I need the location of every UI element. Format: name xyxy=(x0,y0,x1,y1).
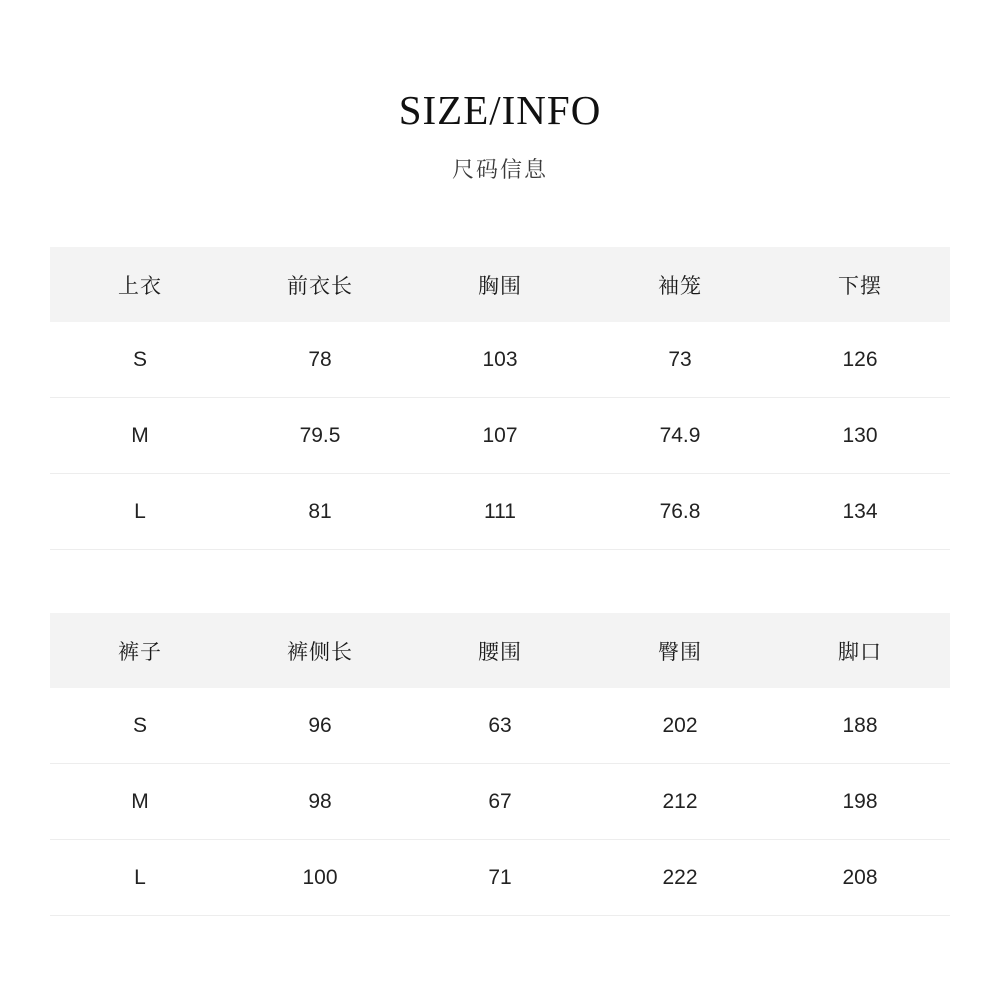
table-cell: 126 xyxy=(842,347,878,371)
table-cell: 107 xyxy=(482,423,518,447)
table-cell: S xyxy=(132,713,147,737)
page-header xyxy=(0,0,1000,184)
table-cell: 188 xyxy=(842,713,878,737)
pants-size-table-body xyxy=(50,688,950,916)
column-header: 前衣长 xyxy=(287,274,353,298)
table-cell: 76.8 xyxy=(659,499,701,523)
table-cell: 71 xyxy=(488,865,512,889)
table-cell: 73 xyxy=(668,347,692,371)
top-size-table-body xyxy=(50,322,950,550)
column-header: 上衣 xyxy=(118,274,162,298)
table-cell: L xyxy=(134,499,146,523)
pants-size-table xyxy=(50,613,950,916)
column-header: 腰围 xyxy=(478,640,522,664)
pants-size-table-head xyxy=(50,613,950,688)
table-cell: 81 xyxy=(308,499,332,523)
table-cell: 98 xyxy=(308,789,332,813)
table-cell: 212 xyxy=(662,789,698,813)
table-row xyxy=(50,840,950,916)
column-header: 臀围 xyxy=(658,640,702,664)
table-cell: 100 xyxy=(302,865,338,889)
table-cell: 103 xyxy=(482,347,518,371)
page-title-cn: 尺码信息 xyxy=(451,157,548,183)
table-cell: S xyxy=(132,347,147,371)
table-row xyxy=(50,322,950,398)
top-size-table-wrap xyxy=(50,247,950,550)
column-header: 脚口 xyxy=(838,640,882,664)
table-cell: 130 xyxy=(842,423,878,447)
table-cell: M xyxy=(131,423,149,447)
table-cell: M xyxy=(131,789,149,813)
table-cell: 134 xyxy=(842,499,878,523)
table-header-row xyxy=(50,613,950,688)
table-cell: 63 xyxy=(488,713,512,737)
table-row xyxy=(50,474,950,550)
table-row xyxy=(50,688,950,764)
column-header: 袖笼 xyxy=(658,274,702,298)
top-size-table-head xyxy=(50,247,950,322)
table-cell: 222 xyxy=(662,865,698,889)
table-cell: 111 xyxy=(484,499,516,523)
table-cell: 96 xyxy=(308,713,332,737)
table-cell: 78 xyxy=(308,347,332,371)
table-cell: 208 xyxy=(842,865,878,889)
table-cell: 202 xyxy=(662,713,698,737)
table-row xyxy=(50,398,950,474)
page-title-en: SIZE/INFO xyxy=(398,87,602,133)
table-cell: 198 xyxy=(842,789,878,813)
column-header: 下摆 xyxy=(838,274,882,298)
table-cell: 74.9 xyxy=(659,423,701,447)
pants-size-table-wrap xyxy=(50,613,950,916)
column-header: 裤子 xyxy=(118,640,162,664)
column-header: 胸围 xyxy=(478,274,522,298)
table-cell: 67 xyxy=(488,789,512,813)
table-cell: L xyxy=(134,865,146,889)
table-row xyxy=(50,764,950,840)
top-size-table xyxy=(50,247,950,550)
table-header-row xyxy=(50,247,950,322)
table-cell: 79.5 xyxy=(299,423,341,447)
column-header: 裤侧长 xyxy=(287,640,353,664)
